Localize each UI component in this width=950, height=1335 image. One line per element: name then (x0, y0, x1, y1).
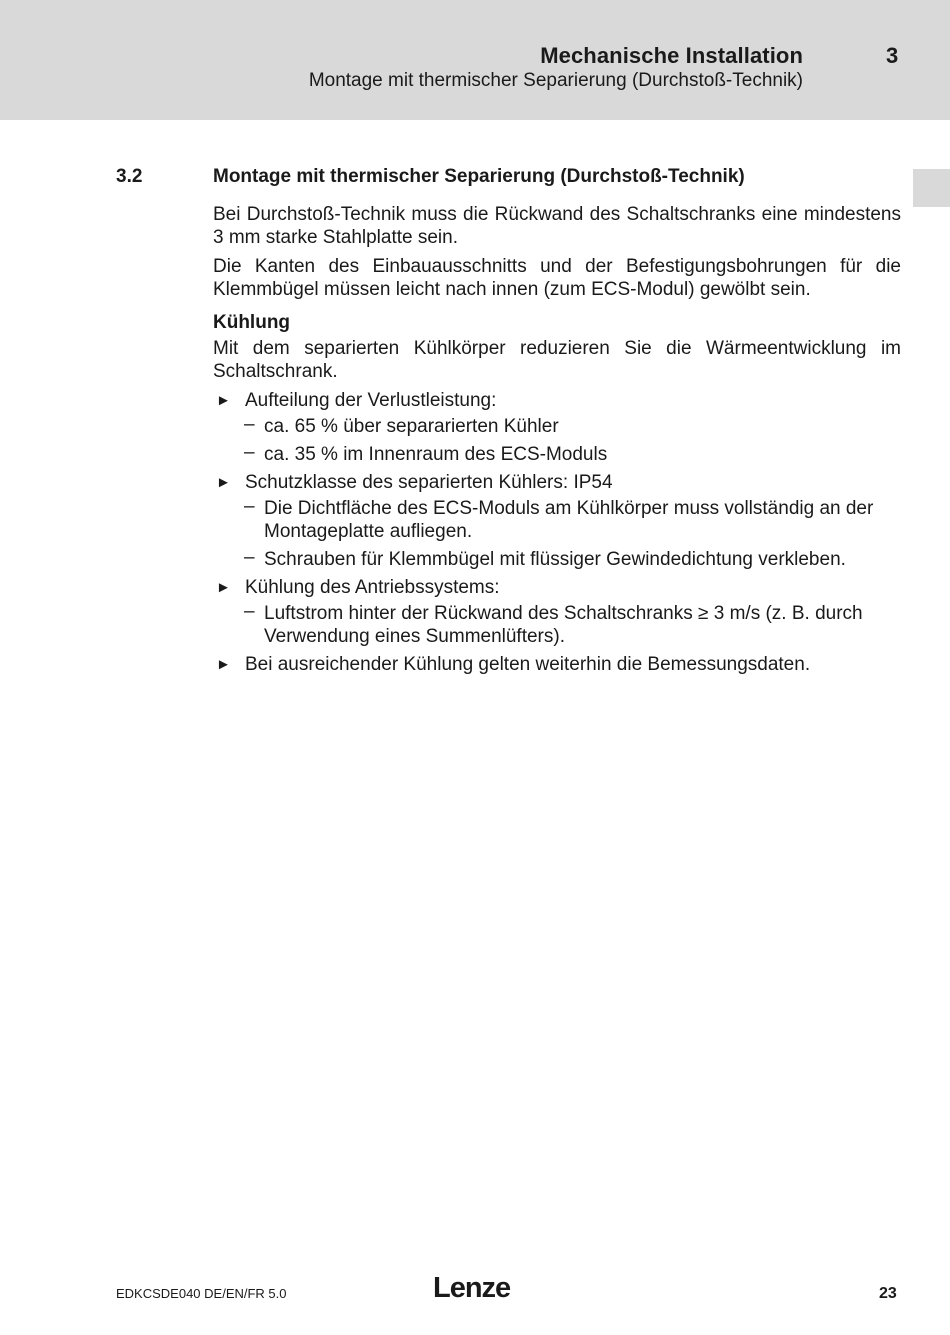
section-body (213, 203, 901, 679)
sub-item (213, 443, 901, 466)
triangle-bullet-icon: ► (216, 392, 231, 409)
document-id: EDKCSDE040 DE/EN/FR 5.0 (116, 1286, 287, 1301)
subheading: Kühlung (213, 312, 291, 333)
sub-item-text: Luftstrom hinter der Rückwand des Schaltschranks ≥ 3 m/s (z. B. durch Verwendung eines Summenlüfters). (264, 603, 863, 647)
dash-icon: – (244, 496, 255, 517)
section-title: Montage mit thermischer Separierung (Durchstoß-Technik) (213, 166, 745, 187)
paragraph: Die Kanten des Einbauausschnitts und der Befestigungsbohrungen für die Klemmbügel müssen leicht nach innen (zum ECS-Modul) gewölbt sein. (213, 256, 901, 300)
dash-icon: – (244, 442, 255, 463)
bullet-text: Aufteilung der Verlustleistung: (245, 390, 497, 411)
dash-icon: – (244, 601, 255, 622)
sub-item (213, 497, 901, 543)
sub-item-text: Schrauben für Klemmbügel mit flüssiger Gewindedichtung verkleben. (264, 549, 846, 570)
sub-item-text: Die Dichtfläche des ECS-Moduls am Kühlkörper muss vollständig an der Montageplatte aufliegen. (264, 498, 874, 542)
dash-icon: – (244, 414, 255, 435)
paragraph: Mit dem separierten Kühlkörper reduzieren Sie die Wärmeentwicklung im Schaltschrank. (213, 338, 901, 382)
bullet-item (213, 576, 901, 599)
sub-item (213, 548, 901, 571)
page-number: 23 (879, 1285, 897, 1302)
triangle-bullet-icon: ► (216, 656, 231, 673)
bullet-item (213, 389, 901, 412)
sub-item-text: ca. 65 % über separarierten Kühler (264, 416, 559, 437)
sub-item (213, 602, 901, 648)
paragraph: Bei Durchstoß-Technik muss die Rückwand des Schaltschranks eine mindestens 3 mm starke Stahlplatte sein. (213, 204, 901, 248)
sub-item-text: ca. 35 % im Innenraum des ECS-Moduls (264, 444, 608, 465)
triangle-bullet-icon: ► (216, 579, 231, 596)
chapter-subtitle: Montage mit thermischer Separierung (Durchstoß-Technik) (308, 70, 803, 91)
chapter-title: Mechanische Installation (540, 43, 803, 68)
chapter-tab-marker (913, 169, 950, 207)
section-number: 3.2 (116, 166, 143, 187)
sub-item (213, 415, 901, 438)
dash-icon: – (244, 547, 255, 568)
page-header (0, 0, 950, 120)
lenze-logo: Lenze (433, 1272, 511, 1304)
bullet-text: Schutzklasse des separierten Kühlers: IP54 (245, 472, 613, 493)
bullet-item (213, 471, 901, 494)
bullet-item (213, 653, 901, 676)
chapter-number: 3 (886, 43, 899, 68)
triangle-bullet-icon: ► (216, 474, 231, 491)
bullet-text: Kühlung des Antriebssystems: (245, 577, 500, 598)
bullet-text: Bei ausreichender Kühlung gelten weiterhin die Bemessungsdaten. (245, 654, 811, 675)
